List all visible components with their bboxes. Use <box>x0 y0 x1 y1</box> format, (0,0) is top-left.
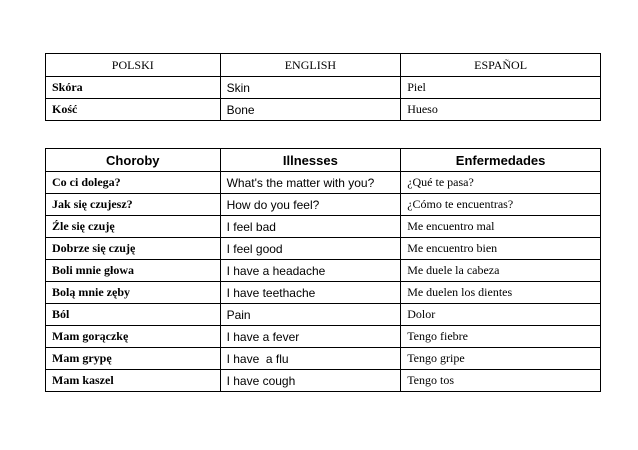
table-row <box>46 326 601 348</box>
cell-espanol: Tengo tos <box>401 370 601 392</box>
cell-espanol: Me encuentro bien <box>401 238 601 260</box>
table-header-row <box>46 54 601 77</box>
header-polski: POLSKI <box>46 54 221 77</box>
cell-polski: Mam gorączkę <box>46 326 221 348</box>
cell-polski: Boli mnie głowa <box>46 260 221 282</box>
cell-english: I have a headache <box>220 260 401 282</box>
cell-espanol: ¿Qué te pasa? <box>401 172 601 194</box>
cell-polski: Jak się czujesz? <box>46 194 221 216</box>
table-row <box>46 304 601 326</box>
cell-english: How do you feel? <box>220 194 401 216</box>
cell-english: Pain <box>220 304 401 326</box>
vocab-table-illnesses <box>45 148 601 392</box>
table-row <box>46 282 601 304</box>
table-row <box>46 216 601 238</box>
vocab-table-basic <box>45 53 601 121</box>
cell-espanol: Piel <box>401 77 601 99</box>
cell-polski: Mam kaszel <box>46 370 221 392</box>
cell-espanol: Tengo gripe <box>401 348 601 370</box>
cell-espanol: ¿Cómo te encuentras? <box>401 194 601 216</box>
cell-polski: Mam grypę <box>46 348 221 370</box>
cell-espanol: Tengo fiebre <box>401 326 601 348</box>
cell-english: I have a flu <box>220 348 401 370</box>
table-row <box>46 238 601 260</box>
cell-polski: Ból <box>46 304 221 326</box>
cell-english: I have cough <box>220 370 401 392</box>
table-row <box>46 370 601 392</box>
table-row <box>46 172 601 194</box>
table-row <box>46 194 601 216</box>
cell-polski: Skóra <box>46 77 221 99</box>
cell-english: Bone <box>220 99 401 121</box>
table-row <box>46 260 601 282</box>
cell-espanol: Dolor <box>401 304 601 326</box>
header-espanol: ESPAÑOL <box>401 54 601 77</box>
header-illnesses: Illnesses <box>220 149 401 172</box>
table-header-row <box>46 149 601 172</box>
header-english: ENGLISH <box>220 54 401 77</box>
cell-espanol: Me duele la cabeza <box>401 260 601 282</box>
cell-espanol: Hueso <box>401 99 601 121</box>
cell-polski: Dobrze się czuję <box>46 238 221 260</box>
cell-english: I feel bad <box>220 216 401 238</box>
header-choroby: Choroby <box>46 149 221 172</box>
table-row <box>46 77 601 99</box>
cell-english: I have a fever <box>220 326 401 348</box>
header-enfermedades: Enfermedades <box>401 149 601 172</box>
cell-english: I have teethache <box>220 282 401 304</box>
cell-polski: Kość <box>46 99 221 121</box>
cell-polski: Co ci dolega? <box>46 172 221 194</box>
cell-polski: Bolą mnie zęby <box>46 282 221 304</box>
table-row <box>46 99 601 121</box>
cell-english: What's the matter with you? <box>220 172 401 194</box>
cell-english: Skin <box>220 77 401 99</box>
cell-espanol: Me duelen los dientes <box>401 282 601 304</box>
cell-espanol: Me encuentro mal <box>401 216 601 238</box>
cell-english: I feel good <box>220 238 401 260</box>
cell-polski: Źle się czuję <box>46 216 221 238</box>
table-row <box>46 348 601 370</box>
